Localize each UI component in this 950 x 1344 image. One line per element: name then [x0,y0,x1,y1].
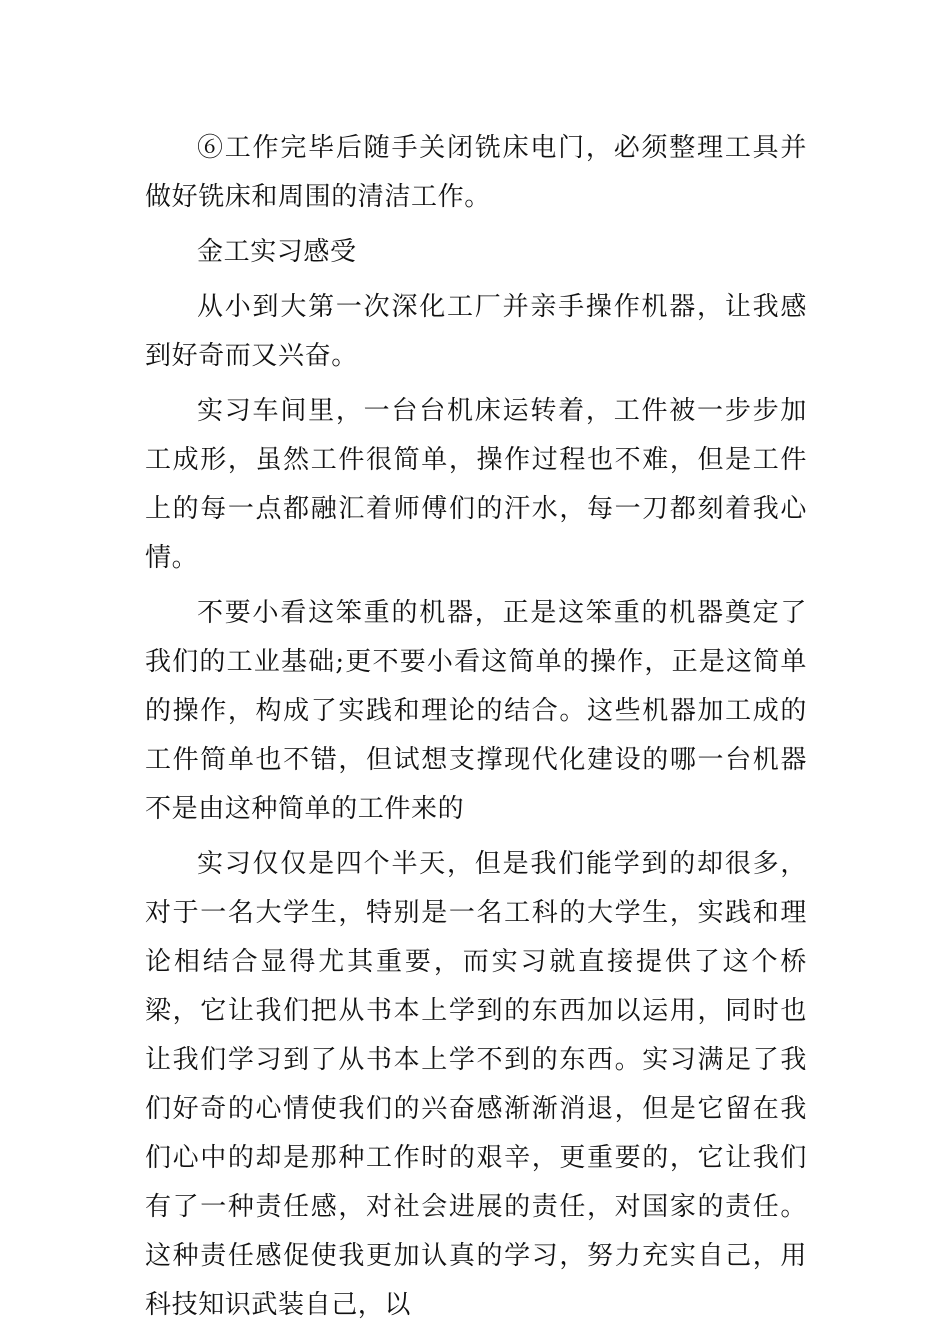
paragraph-workshop: 实习车间里，一台台机床运转着，工件被一步步加工成形，虽然工件很简单，操作过程也不难，但是工件上的每一点都融汇着师傅们的汗水，每一刀都刻着我心情。 [145,396,807,573]
section-heading: 金工实习感受 [197,237,357,267]
paragraph-first-visit: 从小到大第一次深化工厂并亲手操作机器，让我感到好奇而又兴奋。 [145,292,807,371]
paragraph-safety-rule: ⑥工作完毕后随手关闭铣床电门，必须整理工具并做好铣床和周围的清洁工作。 [145,133,807,212]
document-body [145,124,807,1336]
paragraph-reflection: 实习仅仅是四个半天，但是我们能学到的却很多，对于一名大学生，特别是一名工科的大学生，实践和理论相结合显得尤其重要，而实习就直接提供了这个桥梁，它让我们把从书本上学到的东西加以运用，同时也让我们学习到了从书本上学不到的东西。实习满足了我们好奇的心情使我们的兴奋感渐渐消退，但是它留在我们心中的却是那种工作时的艰辛，更重要的，它让我们有了一种责任感，对社会进展的责任，对国家的责任。这种责任感促使我更加认真的学习，努力充实自己，用科技知识武装自己，以 [145,849,807,1320]
paragraph-machines: 不要小看这笨重的机器，正是这笨重的机器奠定了我们的工业基础;更不要小看这简单的操作，正是这简单的操作，构成了实践和理论的结合。这些机器加工成的工件简单也不错，但试想支撑现代化建设的哪一台机器不是由这种简单的工件来的 [145,598,807,824]
